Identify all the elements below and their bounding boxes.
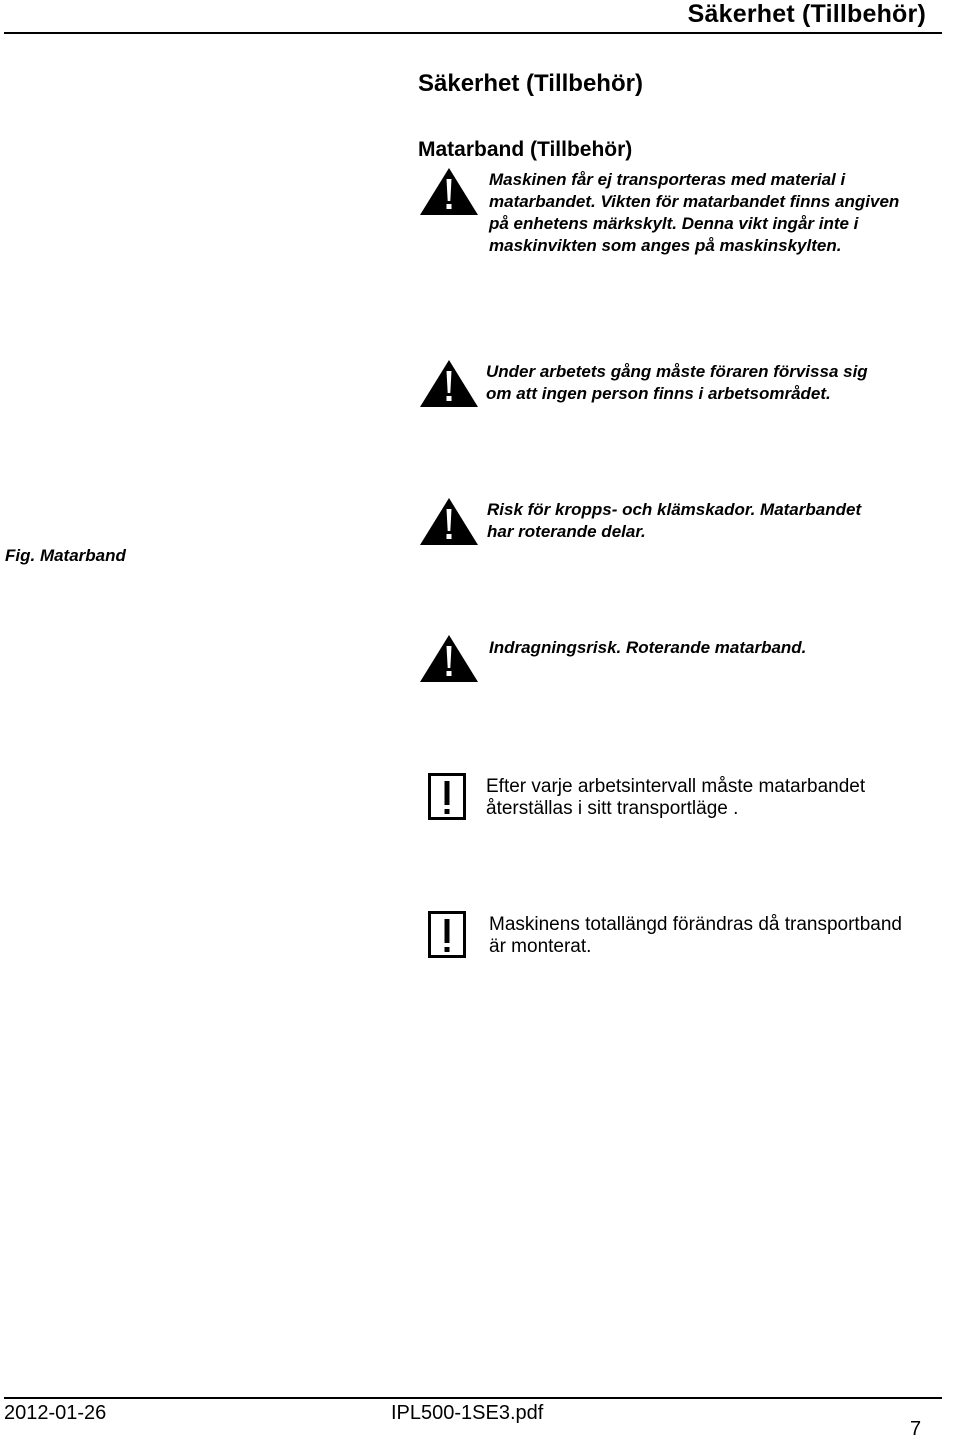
notice-square-icon — [428, 773, 466, 820]
running-header-title: Säkerhet (Tillbehör) — [687, 0, 926, 28]
warning-line: matarbandet. Vikten för matarbandet finns angiven — [489, 192, 900, 211]
section-title: Matarband (Tillbehör) — [418, 138, 633, 161]
notice-square-icon — [428, 911, 466, 958]
warning-triangle-icon — [420, 635, 478, 682]
notice-text — [486, 776, 865, 820]
warning-line: om att ingen person finns i arbetsområdet. — [486, 384, 831, 403]
warning-triangle-icon — [420, 168, 478, 215]
page-title: Säkerhet (Tillbehör) — [418, 70, 643, 97]
page-number: 7 — [910, 1418, 922, 1440]
notice-line: Efter varje arbetsintervall måste matarbandet — [486, 776, 866, 797]
warning-line: maskinvikten som anges på maskinskylten. — [489, 236, 842, 255]
notice-text — [489, 914, 902, 958]
warning-text — [489, 637, 806, 659]
footer-filename: IPL500-1SE3.pdf — [391, 1402, 544, 1424]
warning-triangle-icon — [420, 498, 478, 545]
figure-caption: Fig. Matarband — [5, 546, 126, 565]
warning-triangle-icon — [420, 360, 478, 407]
warning-line: Risk för kropps- och klämskador. Matarbandet — [487, 500, 862, 519]
warning-text — [487, 499, 861, 543]
warning-line: har roterande delar. — [487, 522, 646, 541]
warning-line: Under arbetets gång måste föraren förvissa sig — [486, 362, 868, 381]
warning-text — [489, 169, 899, 257]
warning-line: Maskinen får ej transporteras med material i — [489, 170, 846, 189]
footer-date: 2012-01-26 — [4, 1402, 107, 1424]
warning-line: på enhetens märkskylt. Denna vikt ingår inte i — [489, 214, 859, 233]
footer-divider — [4, 1397, 942, 1399]
warning-line: Indragningsrisk. Roterande matarband. — [489, 638, 807, 657]
notice-line: Maskinens totallängd förändras då transportband — [489, 914, 902, 935]
header-divider — [4, 32, 942, 34]
warning-text — [486, 361, 868, 405]
notice-line: är monterat. — [489, 936, 592, 957]
notice-line: återställas i sitt transportläge . — [486, 798, 739, 819]
